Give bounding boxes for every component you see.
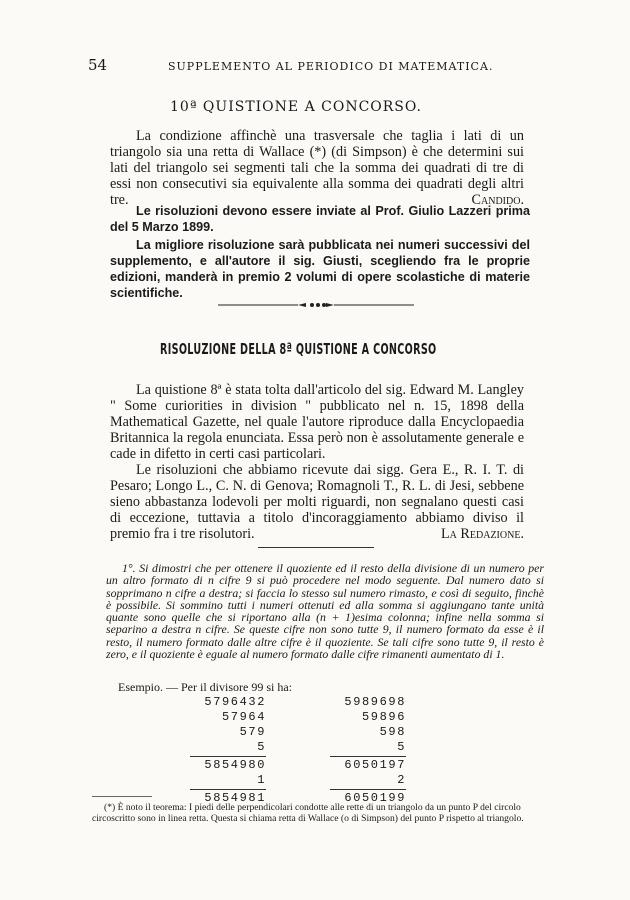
left-sum-rule [190, 756, 266, 757]
deadline-notice: Le risoluzioni devono essere inviate al Prof. Giulio Lazzeri prima del 5 Marzo 1899. [110, 204, 530, 234]
example-label: Esempio. — Per il divisore 99 si ha: [118, 680, 292, 694]
section-rule [258, 547, 374, 548]
prize-notice: La migliore risoluzione sarà pubblicata nei numeri successivi del supplemento, e all'autore il sig. Giusti, scegliendo fra le proprie edizioni, manderà in premio 2 volumi di opere scolastiche di materie scientifiche. [110, 238, 530, 300]
right-number-2: 59896 [361, 710, 406, 724]
question-body: La condizione affinchè una trasversale che taglia i lati di un triangolo sia una retta di Wallace (*) (di Simpson) è che determini sui lati del triangolo sei segmenti tali che la somma dei quadrati di tre di essi non consecutivi sia equivalente alla somma dei quadrati degli altri tre. [110, 128, 524, 208]
footnote-rule [92, 796, 152, 797]
resolution-paragraph-1: La quistione 8ª è stata tolta dall'articolo del sig. Edward M. Langley " Some curiorities in division " pubblicato nel n. 15, 1898 della Mathematical Gazette, nel quale l'autore riproduce dalla Encyclopaedia Britannica la regola enunciata. Essa però non è assolutamente generale e cade in difetto in certi casi particolari. [110, 382, 524, 462]
right-number-3: 598 [379, 725, 406, 739]
right-number-1: 5989698 [344, 695, 406, 709]
left-number-6: 1 [257, 773, 266, 787]
question-title: 10ª QUISTIONE A CONCORSO. [170, 99, 423, 115]
footnote: (*) È noto il teorema: I piedi delle perpendicolari condotte alle rette di un triangolo da un punto P del circolo circoscritto sono in linea retta. Questa si chiama retta di Wallace (o di Simpson) del punto P rispetto al triangolo. [92, 802, 524, 824]
division-rule-text: 1°. Si dimostri che per ottenere il quoziente ed il resto della divisione di un numero per un altro formato di n cifre 9 si può procedere nel modo seguente. Dal numero dato si sopprimano n cifre a destra; si faccia lo stesso sul numero rimasto, e così di seguito, finchè è possibile. Si sommino tutti i numeri ottenuti ed alla somma si aggiungano tante unità quante sono quelle che si riportano alla (n + 1)esima colonna; infine nella somma si separino a destra n cifre. Se queste cifre non sono tutte 9, il numero formato da esse è il resto, il numero formato dalle altre cifre è il quoziente. Se tali cifre sono tutte 9, il resto è zero, e il quoziente è eguale al numero formato dalle cifre rimanenti aumentato di 1. [106, 561, 544, 662]
resolution-paragraph-2 [110, 462, 524, 542]
left-number-5: 5854980 [204, 758, 266, 772]
right-number-5: 6050197 [344, 758, 406, 772]
right-number-6: 2 [397, 773, 406, 787]
resolution-signature: La Redazione. [441, 526, 524, 542]
left-number-2: 57964 [221, 710, 266, 724]
resolution-title: RISOLUZIONE DELLA 8ª QUISTIONE A CONCORSO [160, 340, 437, 358]
example-right-column [330, 695, 406, 806]
right-number-4: 5 [397, 740, 406, 754]
page-number: 54 [88, 56, 108, 74]
left-number-3: 579 [239, 725, 266, 739]
right-number-7: 6050199 [344, 791, 406, 805]
left-number-4: 5 [257, 740, 266, 754]
question-text [110, 128, 524, 208]
left-number-1: 5796432 [204, 695, 266, 709]
right-total-rule [330, 789, 406, 790]
question-signature: Candido. [471, 192, 524, 208]
left-number-7: 5854981 [204, 791, 266, 805]
example-left-column [190, 695, 266, 806]
resolution-paragraph-2-text: Le risoluzioni che abbiamo ricevute dai sigg. Gera E., R. I. T. di Pesaro; Longo L., C. N. di Genova; Romagnoli T., R. L. di Jesi, sebbene sieno abbastanza lodevoli per molti riguardi, non segnalano questi casi di eccezione, tuttavia a titolo d'incoraggiamento abbiamo diviso il premio fra i tre risolutori. [110, 462, 524, 542]
ornament-divider [218, 302, 414, 308]
right-sum-rule [330, 756, 406, 757]
running-title: SUPPLEMENTO AL PERIODICO DI MATEMATICA. [168, 60, 494, 73]
left-total-rule [190, 789, 266, 790]
